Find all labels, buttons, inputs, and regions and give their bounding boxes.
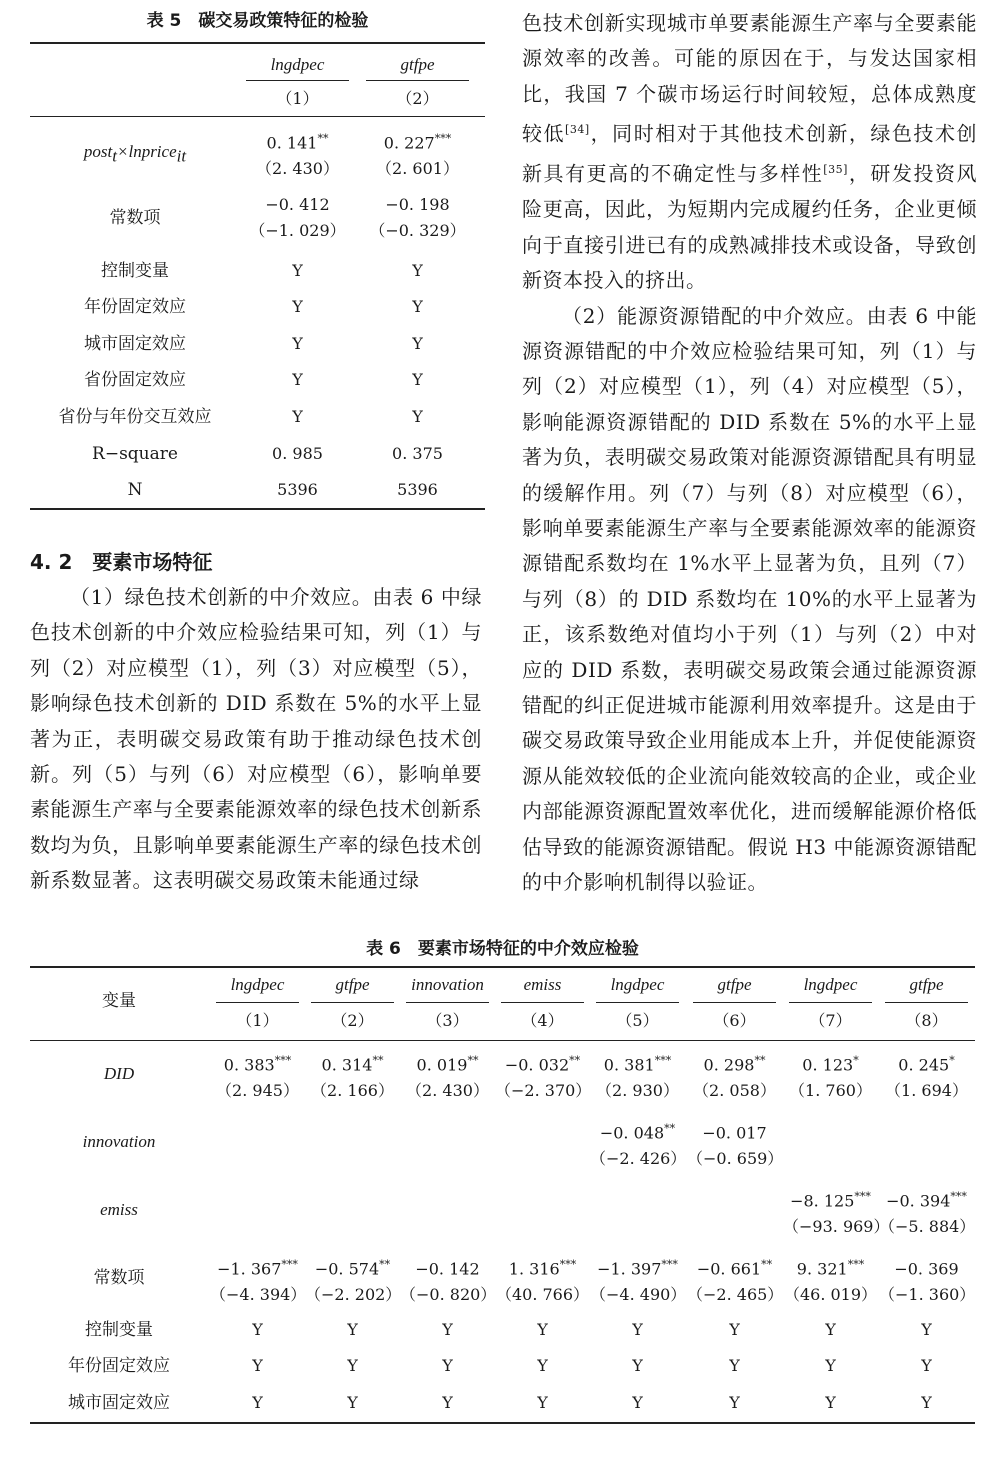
significance-stars: ** (569, 1054, 581, 1067)
table6-col-num: （7） (809, 1011, 852, 1030)
cell-value: 0. 019 (416, 1055, 468, 1075)
table5-row-label: R−square (92, 444, 178, 464)
table6-cell-const (210, 1252, 305, 1308)
table5-const-label: 常数项 (109, 208, 161, 228)
table6-cell-y: Y (921, 1356, 932, 1375)
table6-cell-did (400, 1048, 495, 1104)
cell-tstat: （1. 694） (885, 1081, 968, 1101)
table6-col-var: innovation (411, 975, 484, 994)
table6-cell-did (495, 1048, 590, 1104)
table6-cell-y: Y (921, 1393, 932, 1412)
table6-cell-innovation (687, 1116, 782, 1172)
table6-cell-innovation (590, 1116, 685, 1172)
table6-cell-y: Y (825, 1320, 836, 1339)
table6-caption: 表 6 要素市场特征的中介效应检验 (366, 939, 639, 959)
significance-stars: *** (661, 1258, 678, 1271)
table6-cell-const (495, 1252, 590, 1308)
table6-col-var: gtfpe (909, 975, 944, 994)
cell-value: −0. 142 (415, 1259, 480, 1279)
table5-interaction-label: post$_t$×lnprice$_{it}$ (83, 142, 187, 166)
cell-tstat: （2. 058） (693, 1081, 776, 1101)
table6-col-underline (216, 1002, 299, 1003)
cell-value: 0. 298 (703, 1055, 755, 1075)
table6-row-label-innovation: innovation (82, 1132, 156, 1151)
cell-value: −0. 661 (696, 1259, 762, 1279)
table6-cell-y: Y (825, 1356, 836, 1375)
citation-34: [34] (565, 123, 590, 137)
table5-col2-var: gtfpe (400, 55, 435, 74)
table6-header-rule (30, 1040, 975, 1041)
table6-col-underline (693, 1002, 776, 1003)
table6-cell-y: Y (442, 1393, 453, 1412)
cell-tstat: （−4. 490） (590, 1285, 687, 1305)
cell-value: 1. 316 (508, 1259, 560, 1279)
significance-stars: ** (664, 1122, 676, 1135)
table6-cell-const (400, 1252, 495, 1308)
table6-row-label: 年份固定效应 (68, 1356, 170, 1376)
cell-tstat: （−2. 426） (590, 1149, 687, 1169)
cell-value: −0. 394 (886, 1191, 951, 1211)
table6-cell-y: Y (825, 1393, 836, 1412)
cell-tstat: （2. 945） (216, 1081, 299, 1101)
table5-interaction-col1: 0. 141** （2. 430） (256, 132, 339, 179)
cell-tstat: （−0. 659） (687, 1149, 784, 1169)
table6-cell-y: Y (632, 1320, 643, 1339)
table5-col2-underline (366, 80, 469, 81)
table6-cell-did (687, 1048, 782, 1104)
table6-cell-did (210, 1048, 305, 1104)
table5-row-label: 年份固定效应 (84, 297, 186, 317)
table5-row-label: 控制变量 (101, 261, 169, 281)
cell-tstat: （−2. 465） (687, 1285, 784, 1305)
cell-value: −0. 017 (702, 1123, 767, 1143)
table6-top-rule (30, 966, 975, 968)
cell-tstat: （2. 930） (596, 1081, 679, 1101)
table6-cell-y: Y (252, 1356, 263, 1375)
table5-row-col2: Y (412, 334, 423, 353)
table6-col-underline (311, 1002, 394, 1003)
table6-cell-did (783, 1048, 878, 1104)
table5-row-label: 省份与年份交互效应 (58, 407, 212, 427)
table6-cell-y: Y (252, 1320, 263, 1339)
table6-cell-y: Y (537, 1320, 548, 1339)
table6-cell-y: Y (442, 1356, 453, 1375)
table6-col-var: lngdpec (230, 975, 285, 994)
cell-tstat: （46. 019） (783, 1285, 878, 1305)
table6-cell-const (687, 1252, 782, 1308)
significance-stars: *** (854, 1190, 871, 1203)
cell-tstat: （−93. 969） (783, 1217, 890, 1237)
table6-col-underline (789, 1002, 872, 1003)
table6-cell-y: Y (347, 1393, 358, 1412)
table5-const-col1: −0. 412 （−1. 029） (249, 195, 346, 240)
table6-col-underline (501, 1002, 584, 1003)
table5-top-rule (30, 42, 485, 44)
cell-value: 0. 383 (223, 1055, 275, 1075)
table5-col1-underline (246, 80, 349, 81)
table5-row-col2: 0. 375 (392, 444, 443, 463)
table5-row-col2: Y (412, 407, 423, 426)
table5-row-col1: 5396 (277, 480, 318, 499)
table5-col1-num: （1） (276, 89, 319, 108)
table5-row-col1: Y (292, 370, 303, 389)
table6-col-num: （3） (426, 1011, 469, 1030)
cell-value: −8. 125 (790, 1191, 855, 1211)
cell-value: 0. 381 (603, 1055, 655, 1075)
table6-cell-y: Y (347, 1356, 358, 1375)
significance-stars: ** (372, 1054, 384, 1067)
table5-row-col1: Y (292, 407, 303, 426)
cell-value: −0. 574 (314, 1259, 380, 1279)
table6-cell-y: Y (537, 1356, 548, 1375)
table6-bottom-rule (30, 1422, 975, 1424)
table6-col-var: gtfpe (335, 975, 370, 994)
cell-value: 9. 321 (796, 1259, 848, 1279)
table5-bottom-rule (30, 508, 485, 510)
table6-cell-did (879, 1048, 974, 1104)
table5-row-col2: 5396 (397, 480, 438, 499)
table6-cell-y: Y (537, 1393, 548, 1412)
table6-col-num: （2） (331, 1011, 374, 1030)
significance-stars: * (949, 1054, 955, 1067)
table6-col-var: lngdpec (803, 975, 858, 994)
cell-tstat: （−2. 202） (305, 1285, 402, 1305)
table6-cell-y: Y (729, 1320, 740, 1339)
cell-tstat: （−4. 394） (210, 1285, 307, 1305)
table6-cell-y: Y (632, 1356, 643, 1375)
table6-cell-y: Y (252, 1393, 263, 1412)
right-body-text: 色技术创新实现城市单要素能源生产率与全要素能源效率的改善。可能的原因在于，与发达国家相比，我国 7 个碳市场运行时间较短，总体成熟度较低[34]，同时相对于其他技术创新，绿色技术创新具有更高的不确定性与多样性[35]，研发投资风险更高，因此，为短期内完成履约任务，企业更倾向于直接引进已有的成熟减排技术或设备，导致创新资本投入的挤出。 （2）能源资源错配的中介效应。由表 6 中能源资源错配的中介效应检验结果可知，列（1）与列（2）对应模型（1），列（4）对应模型（5），影响能源资源错配的 DID 系数在 5%的水平上显著为负，表明碳交易政策对能源资源错配具有明显的缓解作用。列（7）与列（8）对应模型（6），影响单要素能源生产率与全要素能源效率的能源资源错配系数均在 1%水平上显著为负，且列（7）与列（8）的 DID 系数均在 10%的水平上显著为正，该系数绝对值均小于列（1）与列（2）中对应的 DID 系数，表明碳交易政策会通过能源资源错配的纠正促进城市能源利用效率提升。这是由于碳交易政策导致企业用能成本上升，并促使能源资源从能效较低的企业流向能效较高的企业，或企业内部能源资源配置效率优化，进而缓解能源价格低估导致的能源资源错配。假说 H3 中能源资源错配的中介影响机制得以验证。 (522, 11, 978, 895)
significance-stars: ** (761, 1258, 773, 1271)
table6-row-label: 控制变量 (85, 1320, 153, 1340)
table6-row-label-did: DID (103, 1064, 135, 1083)
significance-stars: *** (654, 1054, 672, 1067)
cell-value: −1. 367 (217, 1259, 282, 1279)
table5-header-rule (30, 116, 485, 117)
table5-row-label: N (127, 480, 143, 500)
table5-row-col2: Y (412, 370, 423, 389)
table6-var-header: 变量 (102, 991, 136, 1011)
significance-stars: ** (467, 1054, 479, 1067)
cell-value: −0. 032 (504, 1055, 570, 1075)
cell-tstat: （2. 166） (311, 1081, 394, 1101)
significance-stars: * (853, 1054, 859, 1067)
table6-col-num: （4） (521, 1011, 564, 1030)
table6-col-var: emiss (523, 975, 562, 994)
cell-value: −1. 397 (597, 1259, 662, 1279)
table5-caption: 表 5 碳交易政策特征的检验 (146, 11, 369, 31)
table6-cell-emiss (783, 1184, 890, 1240)
table6-cell-const (590, 1252, 685, 1308)
cell-value: 0. 245 (898, 1055, 950, 1075)
table6-cell-y: Y (729, 1356, 740, 1375)
table5-col1-var: lngdpec (270, 55, 325, 74)
significance-stars: *** (274, 1054, 292, 1067)
left-body-text: （1）绿色技术创新的中介效应。由表 6 中绿色技术创新的中介效应检验结果可知，列（1）与列（2）对应模型（1），列（3）对应模型（5），影响绿色技术创新的 DID 系数在 5%的水平上显著为正，表明碳交易政策有助于推动绿色技术创新。列（5）与列（6）对应模型（6），影响单要素能源生产率与全要素能源效率的绿色技术创新系数均为负，且影响单要素能源生产率的绿色技术创新系数显著。这表明碳交易政策未能通过绿 (30, 585, 482, 893)
table6-cell-did (590, 1048, 685, 1104)
cell-value: −0. 369 (894, 1259, 959, 1279)
table6-cell-y: Y (442, 1320, 453, 1339)
significance-stars: ** (754, 1054, 766, 1067)
table5-row-col2: Y (412, 297, 423, 316)
table5-col2-num: （2） (396, 89, 439, 108)
significance-stars: *** (950, 1190, 967, 1203)
table6-col-underline (406, 1002, 489, 1003)
significance-stars: *** (559, 1258, 577, 1271)
table6-cell-emiss (879, 1184, 974, 1240)
table6-col-var: lngdpec (610, 975, 665, 994)
table5-row-col1: Y (292, 261, 303, 280)
cell-tstat: （40. 766） (495, 1285, 590, 1305)
table6-col-num: （5） (616, 1011, 659, 1030)
cell-value: 0. 314 (321, 1055, 373, 1075)
table6-col-underline (885, 1002, 968, 1003)
section-heading: 4. 2 要素市场特征 (30, 550, 213, 574)
table5-row-col1: Y (292, 334, 303, 353)
table6-col-num: （8） (905, 1011, 948, 1030)
cell-tstat: （2. 430） (406, 1081, 489, 1101)
table5-row-col1: 0. 985 (272, 444, 323, 463)
table5-row-label: 省份固定效应 (84, 370, 186, 390)
significance-stars: *** (847, 1258, 865, 1271)
table5-const-col2: −0. 198 （−0. 329） (369, 195, 466, 240)
cell-tstat: （−1. 360） (879, 1285, 976, 1305)
table6-cell-y: Y (347, 1320, 358, 1339)
table6-cell-y: Y (921, 1320, 932, 1339)
table6-cell-y: Y (632, 1393, 643, 1412)
significance-stars: ** (379, 1258, 391, 1271)
table6-col-num: （6） (713, 1011, 756, 1030)
table6-cell-const (305, 1252, 400, 1308)
table6-cell-did (305, 1048, 400, 1104)
table6-col-var: gtfpe (717, 975, 752, 994)
table5-row-label: 城市固定效应 (84, 334, 186, 354)
cell-tstat: （−5. 884） (879, 1217, 976, 1237)
cell-tstat: （−0. 820） (400, 1285, 497, 1305)
table5-interaction-col2: 0. 227*** （2. 601） (376, 132, 459, 179)
citation-35: [35] (823, 163, 848, 177)
table5-row-col1: Y (292, 297, 303, 316)
table6-cell-y: Y (729, 1393, 740, 1412)
cell-value: 0. 123 (802, 1055, 854, 1075)
table6-col-underline (596, 1002, 679, 1003)
table6-row-label: 城市固定效应 (68, 1393, 170, 1413)
significance-stars: *** (281, 1258, 298, 1271)
cell-tstat: （−2. 370） (495, 1081, 592, 1101)
cell-value: −0. 048 (599, 1123, 665, 1143)
table5-row-col2: Y (412, 261, 423, 280)
table6-cell-const (879, 1252, 974, 1308)
table6-row-label-emiss: emiss (100, 1200, 138, 1219)
table6-cell-const (783, 1252, 878, 1308)
cell-tstat: （1. 760） (789, 1081, 872, 1101)
table6-row-label-const: 常数项 (93, 1268, 145, 1288)
table6-col-num: （1） (236, 1011, 279, 1030)
